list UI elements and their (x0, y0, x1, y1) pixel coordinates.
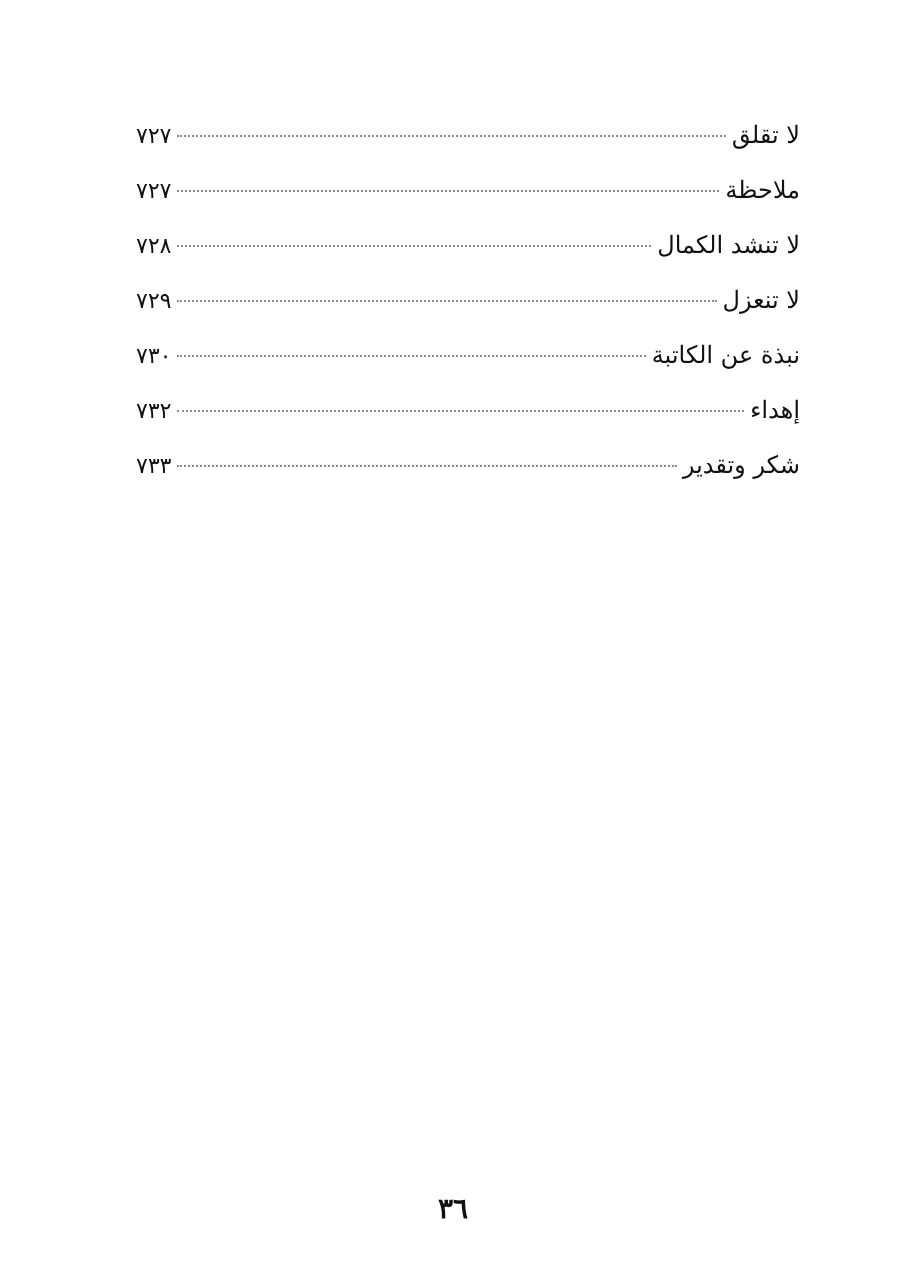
toc-entry-page: ٧٣٣ (136, 454, 172, 479)
toc-entry-page: ٧٢٧ (136, 124, 172, 149)
dotted-leader (177, 410, 744, 412)
table-of-contents (136, 108, 800, 493)
dotted-leader (177, 465, 676, 467)
toc-entry[interactable] (136, 273, 800, 328)
toc-entry[interactable] (136, 218, 800, 273)
toc-entry[interactable] (136, 328, 800, 383)
toc-entry-page: ٧٣٢ (136, 399, 172, 424)
toc-entry-page: ٧٢٧ (136, 179, 172, 204)
toc-entry-title: لا تقلق (731, 121, 800, 149)
dotted-leader (177, 300, 716, 302)
toc-entry-title: ملاحظة (725, 176, 800, 204)
dotted-leader (177, 355, 645, 357)
dotted-leader (177, 245, 651, 247)
toc-entry-page: ٧٣٠ (136, 344, 172, 369)
toc-entry-title: لا تنعزل (722, 286, 800, 314)
dotted-leader (177, 190, 719, 192)
toc-entry[interactable] (136, 108, 800, 163)
dotted-leader (177, 135, 725, 137)
toc-entry[interactable] (136, 383, 800, 438)
toc-entry[interactable] (136, 163, 800, 218)
toc-entry-page: ٧٢٨ (136, 234, 172, 259)
toc-entry[interactable] (136, 438, 800, 493)
page-number: ٣٦ (437, 1192, 469, 1225)
toc-entry-title: لا تنشد الكمال (657, 231, 800, 259)
toc-entry-title: شكر وتقدير (682, 451, 800, 479)
toc-entry-title: إهداء (750, 396, 800, 424)
toc-entry-title: نبذة عن الكاتبة (651, 341, 800, 369)
toc-entry-page: ٧٢٩ (136, 289, 172, 314)
